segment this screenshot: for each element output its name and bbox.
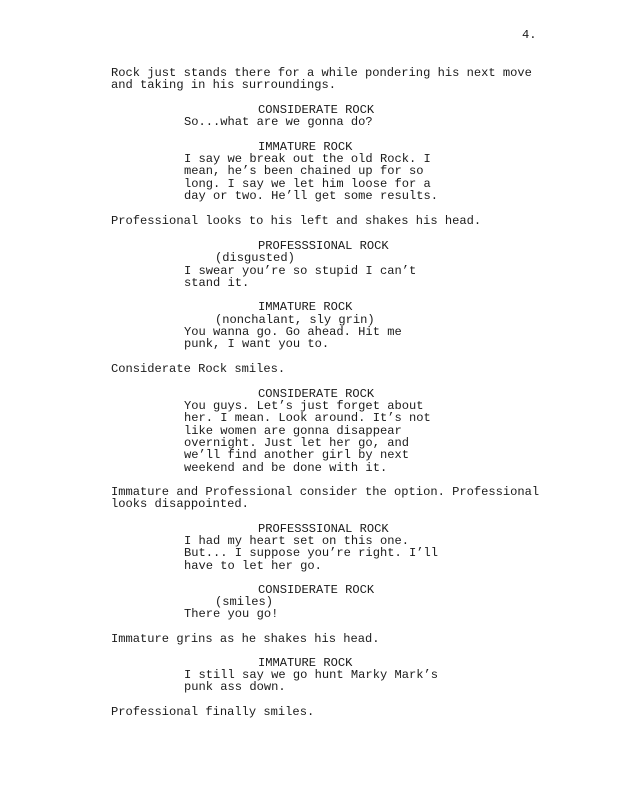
parenthetical: (disgusted) — [215, 251, 295, 265]
dialogue-line: have to let her go. — [184, 558, 322, 573]
dialogue-line: punk ass down. — [184, 680, 286, 695]
parenthetical: (smiles) — [215, 595, 274, 609]
character-cue: CONSIDERATE ROCK — [258, 583, 375, 597]
character-cue: PROFESSSIONAL ROCK — [258, 522, 389, 536]
dialogue-line: There you go! — [184, 607, 279, 621]
action-line: Immature grins as he shakes his head. — [111, 632, 380, 646]
action-line: looks disappointed. — [111, 497, 249, 512]
dialogue-line: stand it. — [184, 276, 250, 291]
character-cue: IMMATURE ROCK — [258, 300, 353, 314]
dialogue-line: But... I suppose you’re right. I’ll — [184, 546, 439, 561]
dialogue-line: I say we break out the old Rock. I — [184, 152, 431, 166]
dialogue-line: day or two. He’ll get some results. — [184, 189, 439, 204]
dialogue-line: long. I say we let him loose for a — [184, 176, 431, 191]
action-line: Rock just stands there for a while pondering his next move — [111, 66, 532, 80]
character-cue: PROFESSSIONAL ROCK — [258, 239, 389, 253]
parenthetical: (nonchalant, sly grin) — [215, 313, 375, 327]
dialogue-line: mean, he’s been chained up for so — [184, 164, 424, 179]
action-line: and taking in his surroundings. — [111, 78, 336, 93]
dialogue-line: You guys. Let’s just forget about — [184, 399, 424, 413]
character-cue: CONSIDERATE ROCK — [258, 387, 375, 401]
dialogue-line: I swear you’re so stupid I can’t — [184, 264, 417, 278]
dialogue-line: like women are gonna disappear — [184, 423, 402, 438]
character-cue: IMMATURE ROCK — [258, 140, 353, 154]
dialogue-line: we’ll find another girl by next — [184, 448, 409, 463]
dialogue-line: I had my heart set on this one. — [184, 534, 409, 548]
dialogue-line: So...what are we gonna do? — [184, 115, 373, 129]
dialogue-line: her. I mean. Look around. It’s not — [184, 411, 431, 426]
character-cue: CONSIDERATE ROCK — [258, 103, 375, 117]
dialogue-line: I still say we go hunt Marky Mark’s — [184, 668, 439, 682]
action-line: Immature and Professional consider the option. Professional — [111, 485, 540, 499]
dialogue-line: weekend and be done with it. — [184, 460, 388, 475]
dialogue-line: overnight. Just let her go, and — [184, 436, 409, 451]
page-number: 4. — [522, 28, 537, 42]
action-line: Professional looks to his left and shakes his head. — [111, 214, 482, 228]
action-line: Considerate Rock smiles. — [111, 362, 286, 376]
action-line: Professional finally smiles. — [111, 705, 315, 719]
dialogue-line: You wanna go. Go ahead. Hit me — [184, 325, 402, 339]
dialogue-line: punk, I want you to. — [184, 337, 330, 352]
character-cue: IMMATURE ROCK — [258, 656, 353, 670]
